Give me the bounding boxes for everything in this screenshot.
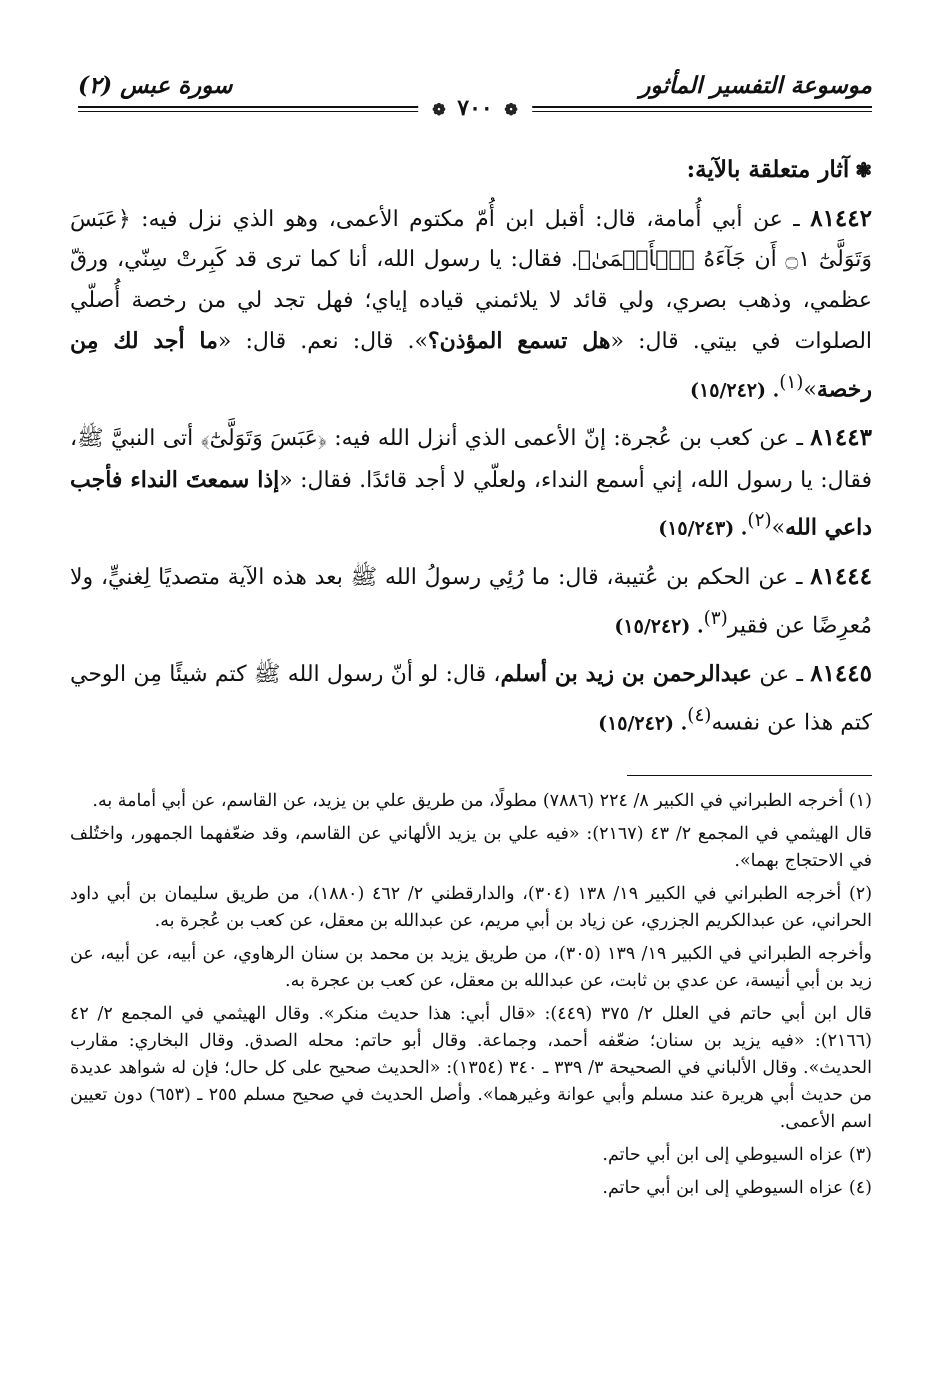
footnote: (٣) عزاه السيوطي إلى ابن أبي حاتم. [602,1145,872,1165]
athar-entry [70,418,872,549]
entry-number: ٨١٤٤٢ [810,204,872,232]
page-number: ٧٠٠ [457,95,493,121]
footnote: وأخرجه الطبراني في الكبير ١٩/ ١٣٩ (٣٠٥)، من طريق يزيد بن محمد بن سنان الرهاوي، عن أبيه، عن أبيه، عن زيد بن أبي أنيسة، عن عدي بن ثابت، عن عبدالله بن معقل، عن كعب بن عجرة به. [70,944,872,991]
section-heading: ❃آثار متعلقة بالآية: [686,156,872,183]
entry-text: ـ عن كعب بن عُجرة: إنّ الأعمى الذي أنزل الله فيه: ﴿عَبَسَ وَتَوَلَّىٰٓ﴾ أتى النبيَّ ﷺ، فقال: يا رسول الله، إني أسمع النداء، ولعلّي لا أجد قائدًا. فقال: « [70,426,872,493]
book-title: موسوعة التفسير المأثور [639,72,872,99]
athar-entry [70,557,872,646]
entry-text: » [803,376,817,402]
entry-text: ـ عن أبي أُمامة، قال: أقبل ابن أُمّ مكتوم الأعمى، وهو الذي نزل فيه: ﴿عَبَسَ وَتَوَلَّىٰٓ ۝١ أَن جَآءَهُ ٱلۡأَعۡمَىٰ﴾. فقال: يا رسول الله، أنا كما ترى قد كَبِرتْ سِنّي، ورقّ عظمي، وذهب بصري، ولي قائد لا يلائمني قياده إياي؛ فهل تجد لي من رخصة أُصلّي الصلوات في بيتي. قال: « [70,206,873,354]
footnote: قال الهيثمي في المجمع ٢/ ٤٣ (٢١٦٧): «فيه علي بن يزيد الألهاني عن القاسم، وقد ضعّفهما الجمهور، واختُلف في الاحتجاج بهما». [70,824,873,871]
footnote: (٢) أخرجه الطبراني في الكبير ١٩/ ١٣٨ (٣٠٤)، والدارقطني ٢/ ٤٦٢ (١٨٨٠)، من طريق سليمان بن أبي داود الحراني، عن عبدالكريم الجزري، عن زياد بن أبي مريم، عن عبدالله بن معقل، عن كعب بن عُجرة به. [70,884,873,931]
footnote: قال ابن أبي حاتم في العلل ٢/ ٣٧٥ (٤٤٩): «قال أبي: هذا حديث منكر». وقال الهيثمي في المجمع ٢/ ٤٢ (٢١٦٦): «فيه يزيد بن سنان؛ ضعّفه أحمد، وجماعة. وقال أبو حاتم: محله الصدق. وقال البخاري: مقارب الحديث». وقال الألباني في الصحيحة ٣/ ٣٣٩ ـ ٣٤٠ (١٣٥٤): «الحديث صحيح على كل حال؛ فإن له شواهد عديدة من حديث أبي هريرة عند مسلم وأبي عوانة وغيرهما». وأصل الحديث في صحيح مسلم ٢٥٥ ـ (٦٥٣) دون تعيين اسم الأعمى. [70,1004,873,1132]
entry-quote-bold: إذا سمعتَ النداء فأجب داعي الله [70,466,872,541]
entry-text: ـ عن الحكم بن عُتيبة، قال: ما رُئِي رسولُ الله ﷺ بعد هذه الآية متصديًا لِغنيٍّ، ولا مُعرِضًا عن فقير [70,565,872,638]
entry-text: ». قال: نعم. قال: « [217,329,428,354]
athar-entry [70,199,872,411]
footnote-marker: (٤) [687,704,712,726]
surah-title: سورة عبس (٢) [78,72,233,99]
footnotes [70,788,872,1208]
entry-text: ، قال: لو أنّ رسول الله ﷺ كتم شيئًا مِن الوحي كتم هذا عن نفسه [70,662,872,736]
page-number-box [418,95,532,121]
footnote-separator [627,775,872,776]
flower-ornament-icon: ❃ [855,158,872,182]
main-text [70,150,872,752]
footnote-marker: (٢) [747,510,772,532]
entry-text: » [771,515,786,541]
source-ref: . (١٥/٢٤٢) [690,378,780,401]
source-ref: . (١٥/٢٤٢) [614,614,704,637]
entry-number: ٨١٤٤٥ [810,660,872,688]
athar-entry [70,654,872,743]
running-header [78,68,872,124]
entry-number: ٨١٤٤٣ [810,424,872,452]
footnote: (١) أخرجه الطبراني في الكبير ٨/ ٢٢٤ (٧٨٨٦) مطولًا، من طريق علي بن يزيد، عن القاسم، عن أبي أمامة به. [92,791,872,811]
entry-number: ٨١٤٤٤ [810,563,872,591]
source-ref: . (١٥/٢٤٢) [598,712,688,735]
ornament-icon: ❁ [432,100,446,119]
entry-quote-bold: ما أجد لك مِن رخصة [70,328,872,402]
ornament-icon: ❁ [504,100,518,119]
source-ref: . (١٥/٢٤٣) [658,517,748,540]
footnote: (٤) عزاه السيوطي إلى ابن أبي حاتم. [602,1178,872,1198]
entry-quote-bold: هل تسمع المؤذن؟ [427,328,611,354]
footnote-marker: (٣) [703,607,728,629]
footnote-marker: (١) [779,371,804,393]
entry-text: ـ عن [752,662,803,688]
entry-narrator-bold: عبدالرحمن بن زيد بن أسلم [500,661,753,688]
